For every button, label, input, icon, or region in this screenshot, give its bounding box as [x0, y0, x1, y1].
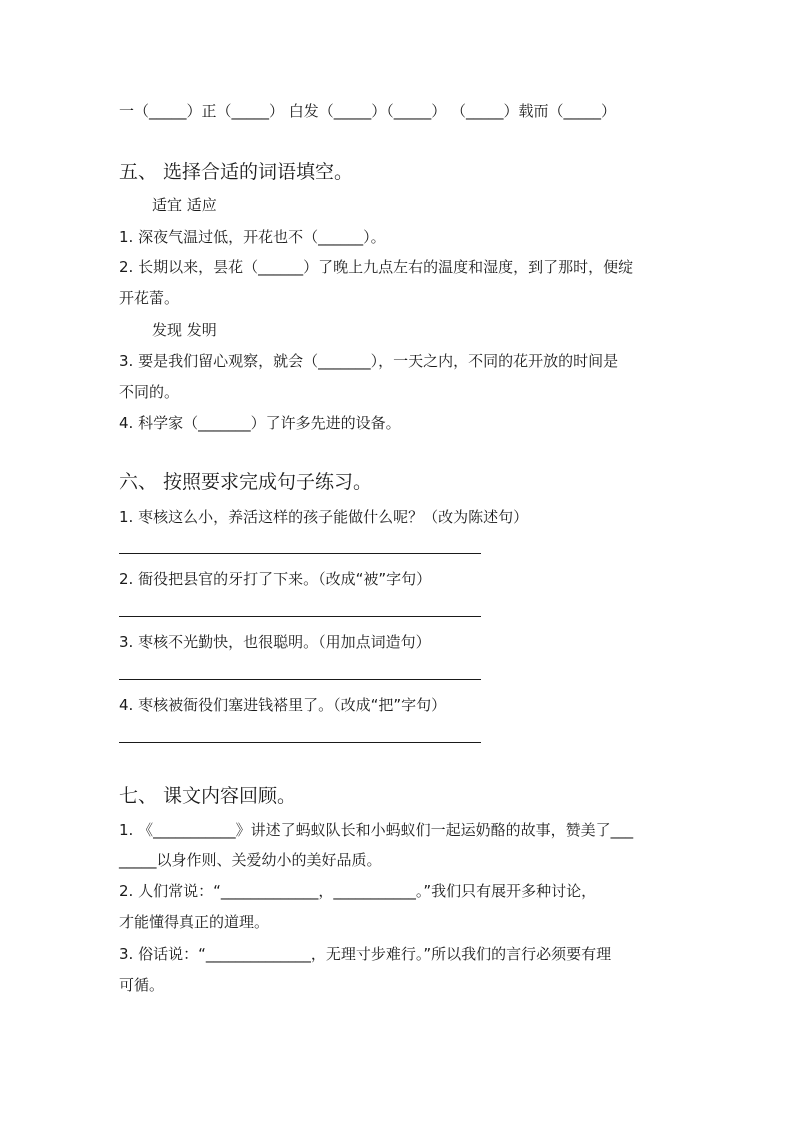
- s6-question-3: 3. 枣核不光勤快，也很聪明。（用加点词造句）: [119, 633, 431, 651]
- idiom-fill-line: 一（_____）正（_____） 白发（_____）（_____） （_____）载而（_____）: [119, 102, 617, 120]
- s7-question-3-line-1: 3. 俗话说：“______________，无理寸步难行。”所以我们的言行必须要有理: [119, 945, 612, 963]
- s6-answer-line-4[interactable]: [119, 742, 481, 743]
- s6-answer-line-3[interactable]: [119, 679, 481, 680]
- s7-question-3-line-2: 可循。: [119, 976, 165, 994]
- s5-question-2-line-1: 2. 长期以来，昙花（______）了晚上九点左右的温度和湿度，到了那时，便绽: [119, 258, 634, 276]
- s6-answer-line-2[interactable]: [119, 616, 481, 617]
- word-options-a: 适宜 适应: [152, 196, 217, 214]
- s5-question-1: 1. 深夜气温过低，开花也不（______）。: [119, 228, 386, 246]
- section-7-heading: 七、 课文内容回顾。: [119, 785, 297, 807]
- s6-answer-line-1[interactable]: [119, 553, 481, 554]
- s7-question-2-line-1: 2. 人们常说：“_____________，___________。”我们只有展开多种讨论，: [119, 882, 597, 900]
- s6-question-1: 1. 枣核这么小，养活这样的孩子能做什么呢？（改为陈述句）: [119, 508, 529, 526]
- word-options-b: 发现 发明: [152, 321, 217, 339]
- s5-question-3-line-2: 不同的。: [119, 383, 180, 401]
- s7-question-1-line-2: _____以身作则、关爱幼小的美好品质。: [119, 851, 382, 869]
- s5-question-4: 4. 科学家（_______）了许多先进的设备。: [119, 414, 401, 432]
- s6-question-4: 4. 枣核被衙役们塞进钱褡里了。（改成“把”字句）: [119, 696, 447, 714]
- s5-question-3-line-1: 3. 要是我们留心观察，就会（_______），一天之内，不同的花开放的时间是: [119, 352, 619, 370]
- s7-question-2-line-2: 才能懂得真正的道理。: [119, 913, 270, 931]
- section-5-heading: 五、 选择合适的词语填空。: [119, 161, 354, 183]
- s5-question-2-line-2: 开花蕾。: [119, 289, 180, 307]
- s6-question-2: 2. 衙役把县官的牙打了下来。（改成“被”字句）: [119, 570, 432, 588]
- s7-question-1-line-1: 1. 《___________》讲述了蚂蚁队长和小蚂蚁们一起运奶酪的故事，赞美了___: [119, 821, 634, 839]
- section-6-heading: 六、 按照要求完成句子练习。: [119, 471, 373, 493]
